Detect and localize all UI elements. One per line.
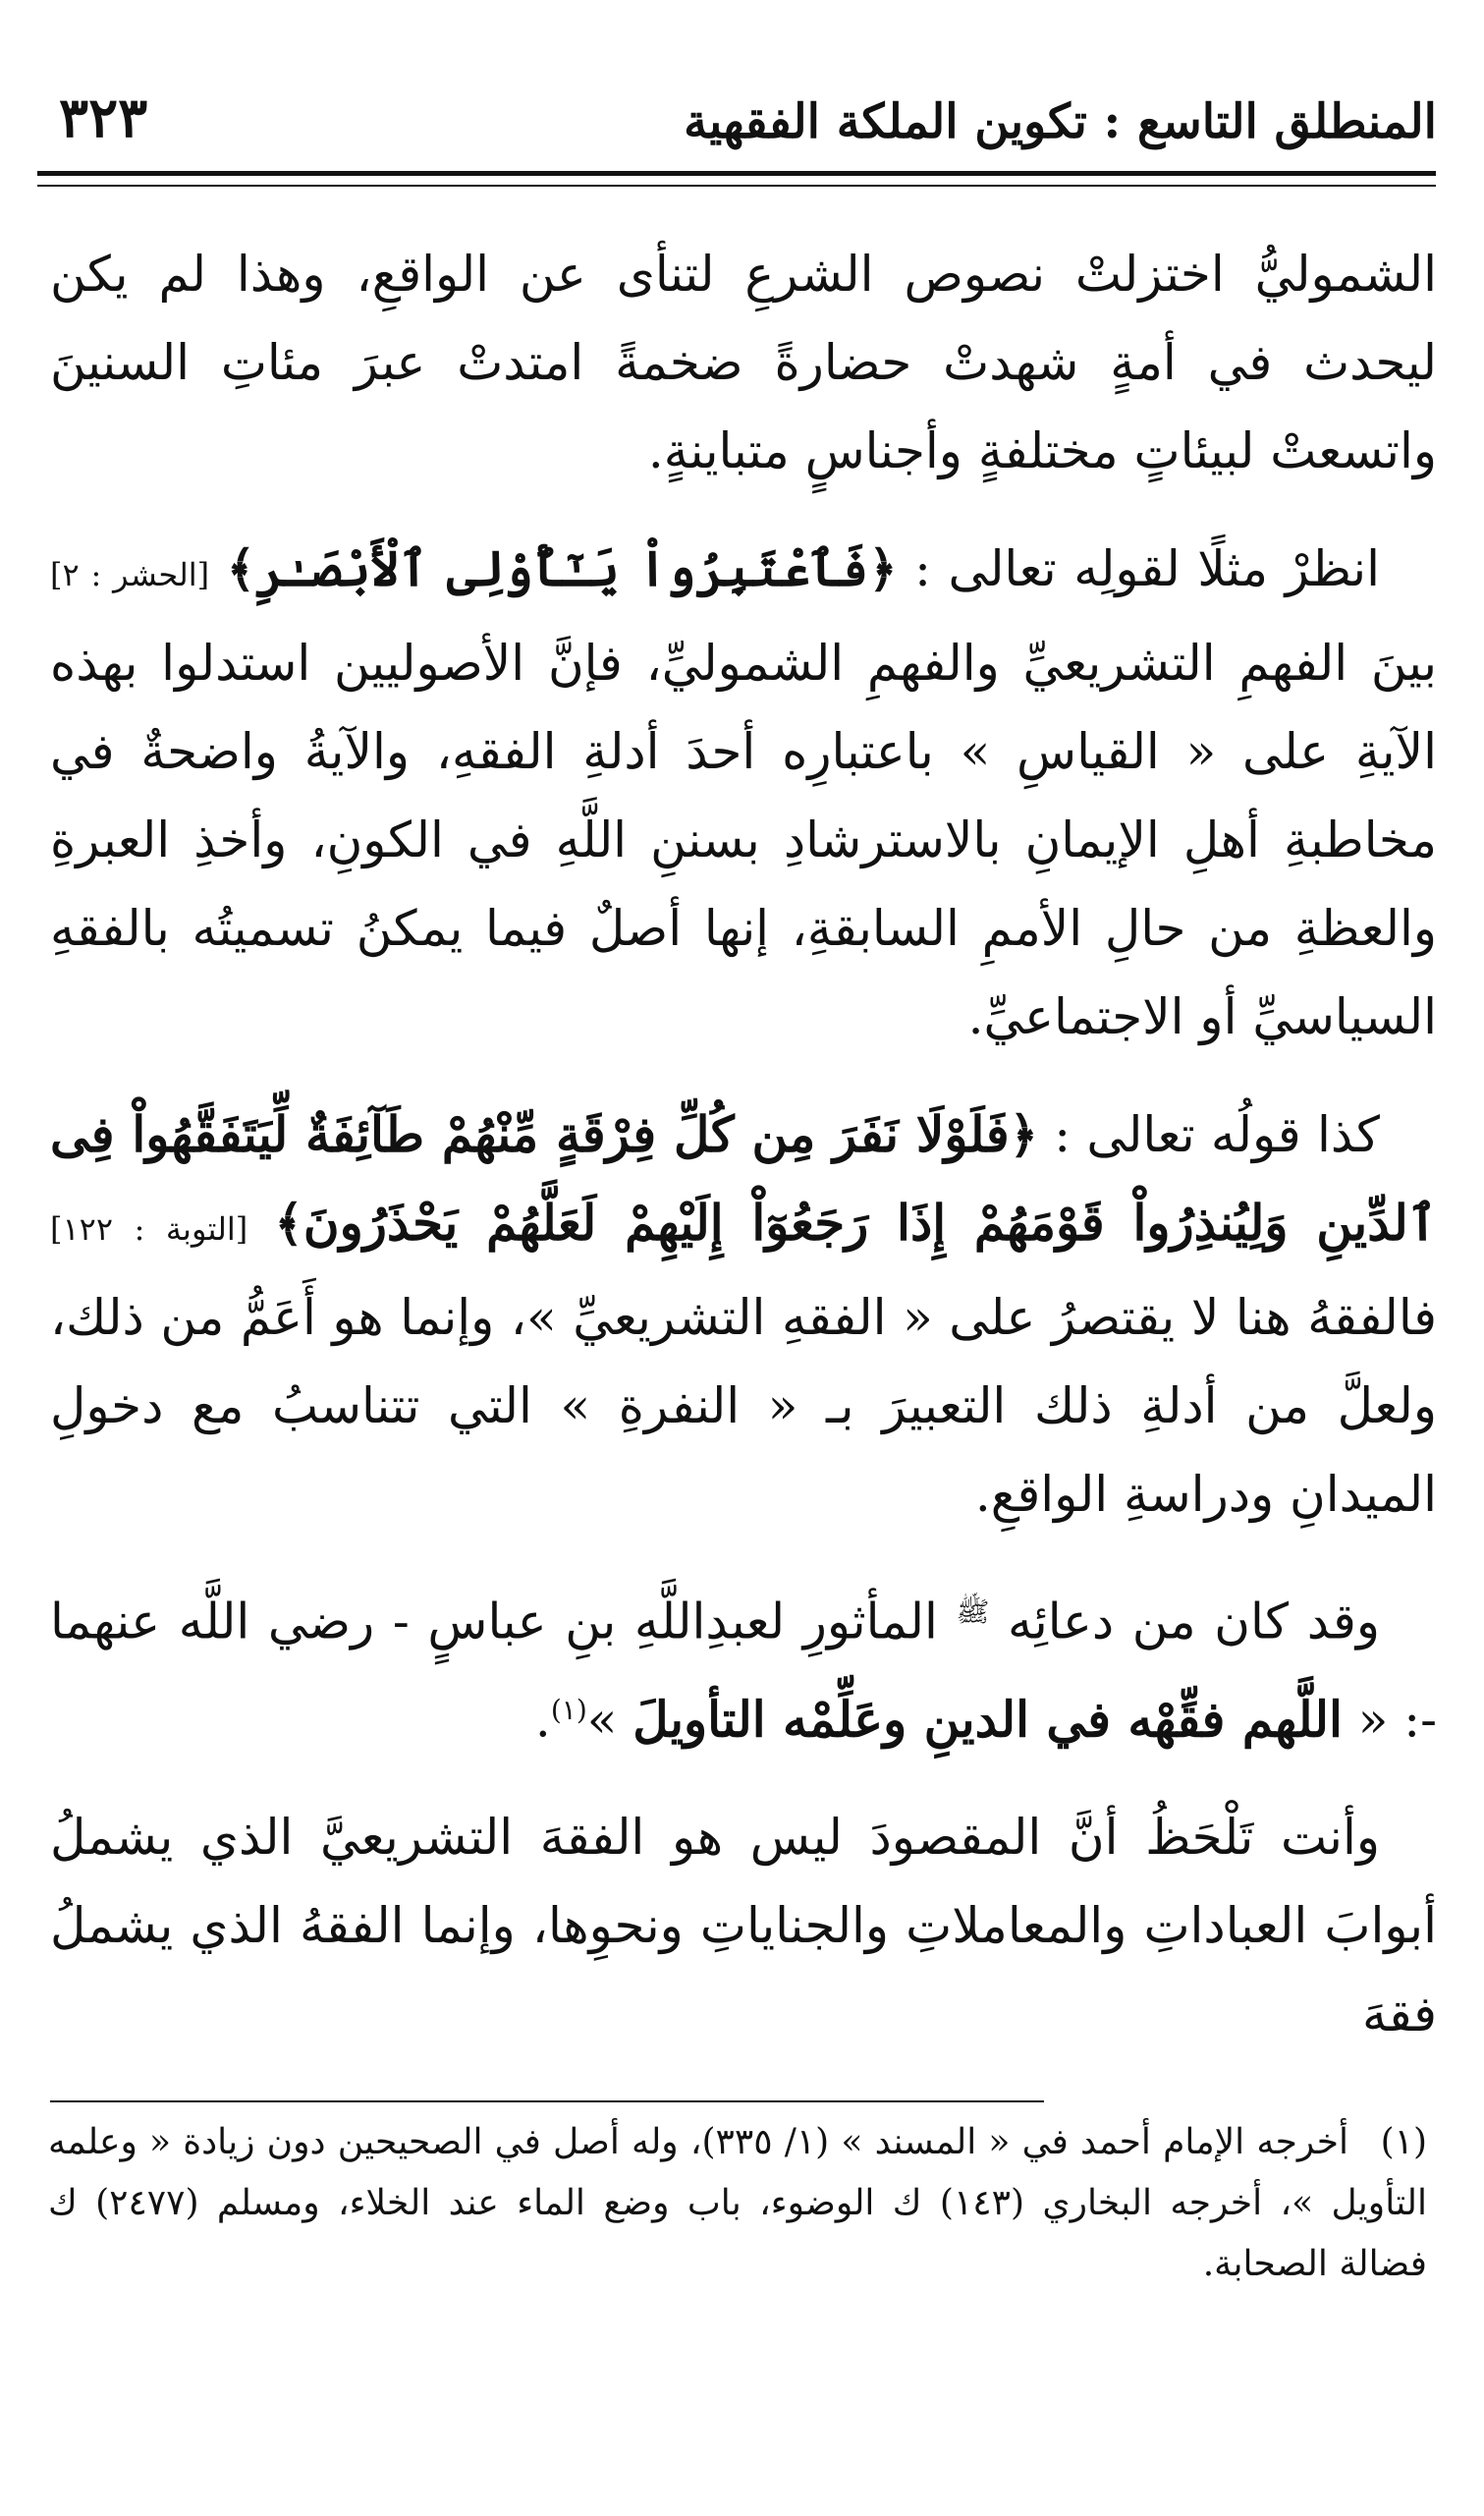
paragraph-5: وأنت تَلْحَظُ أنَّ المقصودَ ليس هو الفقهَ التشريعيَّ الذي يشملُ أبوابَ العباداتِ والمعاملاتِ والجناياتِ ونحوِها، وإنما الفقهُ الذي يشملُ فقهَ [50,1809,1437,2043]
p3-intro: كذا قولُه تعالى : [1037,1106,1380,1163]
footnote-1-text: أخرجه الإمام أحمد في « المسند » (١/ ٣٣٥)، وله أصل في الصحيحين دون زيادة « وعلمه التأويل »، أخرجه البخاري (١٤٣) ك الوضوء، باب وضع الماء عند الخلاء، ومسلم (٢٤٧٧) ك فضالة الصحابة. [48,2122,1427,2284]
p2-rest: بينَ الفهمِ التشريعيِّ والفهمِ الشموليِّ، فإنَّ الأصوليين استدلوا بهذه الآيةِ على « القياسِ » باعتبارِه أحدَ أدلةِ الفقهِ، والآيةُ واضحةٌ في مخاطبةِ أهلِ الإيمانِ بالاسترشادِ بسننِ اللَّهِ في الكونِ، وأخذِ العبرةِ والعظةِ من حالِ الأممِ السابقةِ، إنها أصلٌ فيما يمكنُ تسميتُه بالفقهِ السياسيِّ أو الاجتماعيِّ. [50,635,1437,1045]
quran-verse-tawbah: ﴿فَلَوْلَا نَفَرَ مِن كُلِّ فِرْقَةٍ مِّنْهُمْ طَآئِفَةٌ لِّيَتَفَقَّهُواْ فِى ٱلدِّينِ وَلِيُنذِرُواْ قَوْمَهُمْ إِذَا رَجَعُوٓاْ إِلَيْهِمْ لَعَلَّهُمْ يَحْذَرُونَ﴾ [50,1105,1437,1252]
header-rule-thick [37,171,1436,176]
p4-close: » [586,1691,633,1749]
p3-rest: فالفقهُ هنا لا يقتصرُ على « الفقهِ التشريعيِّ »، وإنما هو أَعَمُّ من ذلك، ولعلَّ من أدلةِ ذلك التعبيرَ بـ « النفرةِ » التي تتناسبُ مع دخولِ الميدانِ ودراسةِ الواقعِ. [50,1289,1437,1523]
quran-verse-hashr: ﴿فَٱعْتَبِرُواْ يَـٰٓأُوْلِى ٱلْأَبْصَـٰرِ﴾ [226,539,898,597]
header-rule-thin [37,185,1436,187]
running-header-title: المنطلق التاسع : تكوين الملكة الفقهية [684,94,1437,149]
footnote-1 [48,2112,1427,2295]
footnote-1-marker: (١) [1380,2122,1427,2162]
p4-end: . [534,1691,551,1749]
p2-intro: انظرْ مثلًا لقولِه تعالى : [897,540,1380,597]
verse-reference-tawbah: [التوبة : ١٢٢] [50,1210,248,1248]
paragraph-3 [50,1090,1437,1538]
hadith-quote: اللَّهم فقِّهْه في الدينِ وعَلِّمْه التأويلَ [632,1690,1343,1749]
page-number: ٣٢٣ [59,85,148,150]
footnotes [48,2112,1427,2295]
p4-intro: وقد كان من دعائِه [989,1593,1380,1650]
p4-mid: المأثورِ لعبدِاللَّهِ بنِ عباسٍ - رضي اللَّه عنهما -: « [50,1593,1437,1749]
body-text [50,230,1437,2058]
paragraph-4 [50,1568,1437,1763]
paragraph-1: الشموليُّ اختزلتْ نصوص الشرعِ لتنأى عن الواقعِ، وهذا لم يكن ليحدث في أمةٍ شهدتْ حضارةً ضخمةً امتدتْ عبرَ مئاتِ السنينَ واتسعتْ لبيئاتٍ مختلفةٍ وأجناسٍ متباينةٍ. [50,246,1437,479]
honorific-symbol: ﷺ [956,1595,990,1628]
verse-reference-hashr: [الحشر : ٢] [50,556,210,593]
footnote-separator [50,2100,1044,2102]
paragraph-2 [50,525,1437,1061]
footnote-marker[interactable]: (١) [550,1693,587,1726]
